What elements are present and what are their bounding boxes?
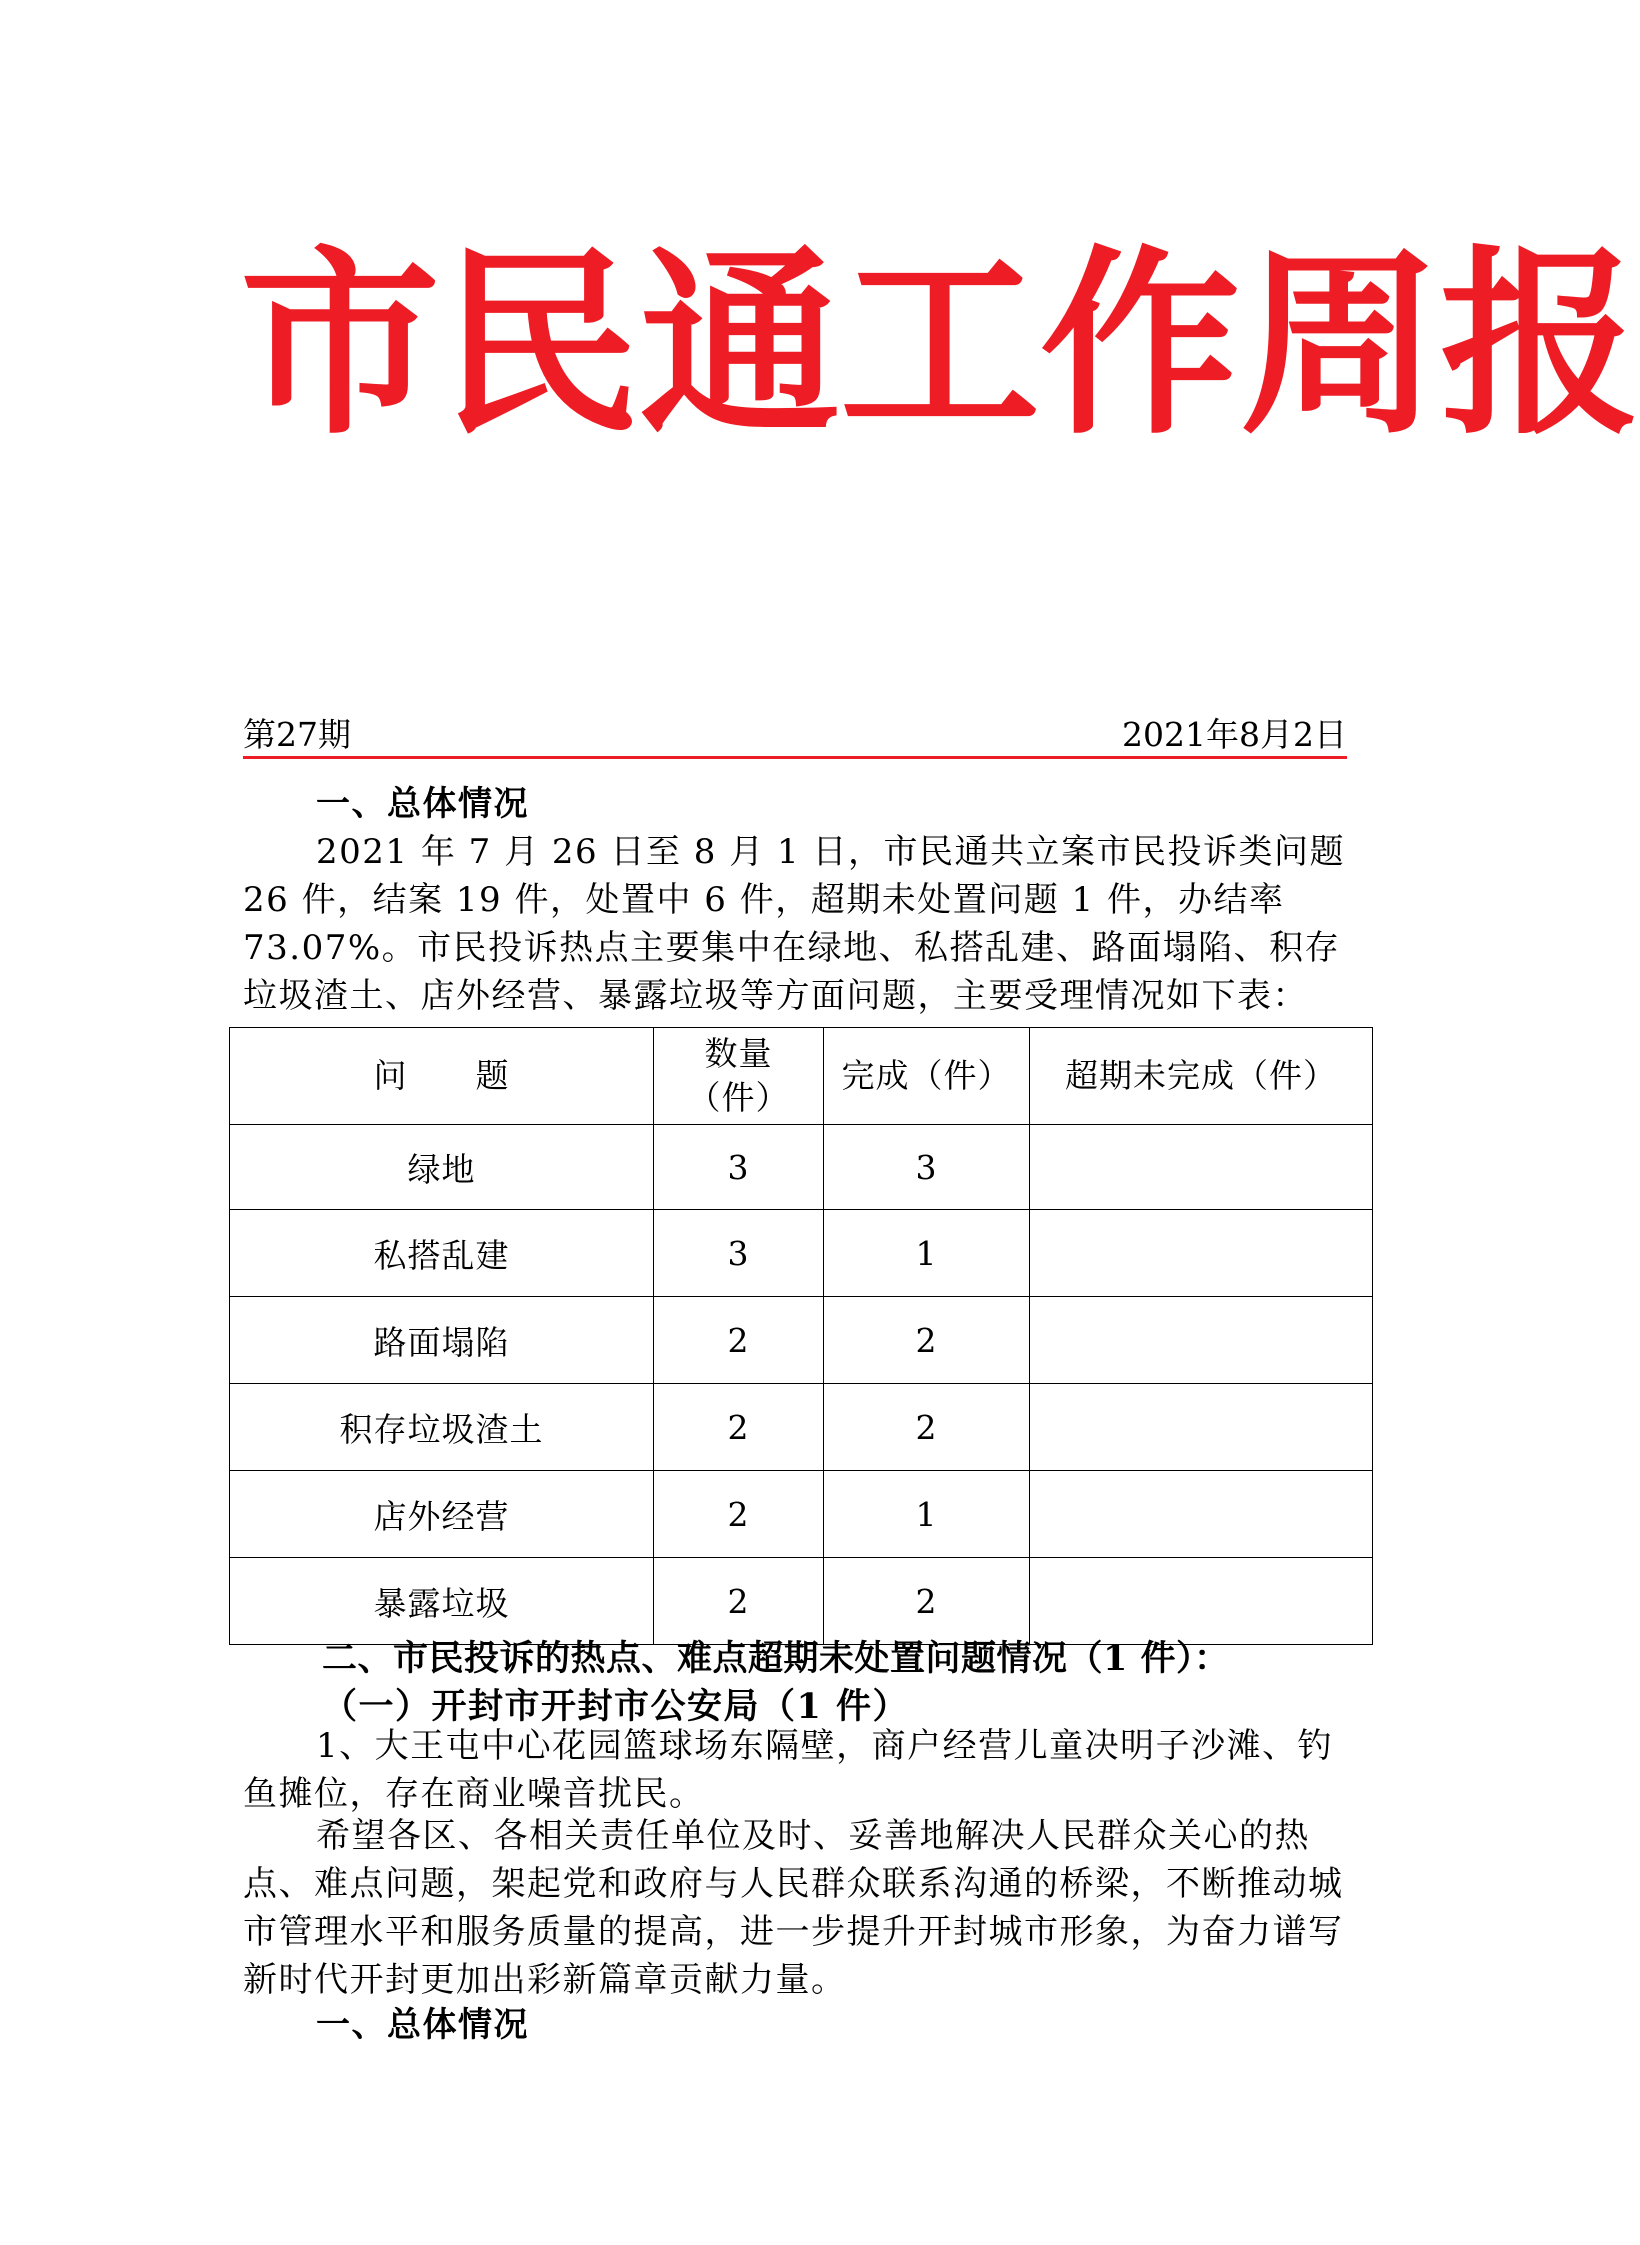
section3-heading: 一、总体情况 [316, 2005, 529, 2045]
red-divider [243, 756, 1347, 759]
cell-issue: 暴露垃圾 [230, 1558, 654, 1645]
cell-overdue [1030, 1384, 1373, 1471]
masthead-char: 周 [1240, 227, 1441, 462]
issue-date: 2021年8月2日 [1122, 715, 1347, 754]
section1-heading: 一、总体情况 [316, 784, 529, 824]
cell-count: 2 [654, 1471, 824, 1558]
section1-paragraph: 2021 年 7 月 26 日至 8 月 1 日，市民通共立案市民投诉类问题 26 件，结案 19 件，处置中 6 件，超期未处置问题 1 件，办结率 73.07%。市民投诉热点主要集中在绿地、私搭乱建、路面塌陷、积存垃圾渣土、店外经营、暴露垃圾等方面问题，主要受理情况如下表： [243, 832, 1345, 1016]
section2-subheading: （一）开封市开封市公安局（1 件） [322, 1686, 910, 1727]
cell-overdue [1030, 1297, 1373, 1384]
table-row [230, 1210, 1373, 1297]
complaint-table [229, 1027, 1373, 1645]
cell-done: 2 [824, 1558, 1030, 1645]
table-row [230, 1297, 1373, 1384]
masthead-char: 作 [1040, 227, 1241, 462]
table-row [230, 1125, 1373, 1210]
cell-done: 2 [824, 1297, 1030, 1384]
cell-issue: 绿地 [230, 1125, 654, 1210]
cell-done: 1 [824, 1210, 1030, 1297]
header-issue: 问 题 [230, 1028, 654, 1125]
masthead-char: 报 [1440, 227, 1640, 462]
masthead-char: 市 [240, 227, 441, 462]
section2-closing: 希望各区、各相关责任单位及时、妥善地解决人民群众关心的热点、难点问题，架起党和政府与人民群众联系沟通的桥梁，不断推动城市管理水平和服务质量的提高，进一步提升开封城市形象，为奋力谱写新时代开封更加出彩新篇章贡献力量。 [243, 1816, 1344, 2000]
table-row [230, 1558, 1373, 1645]
cell-overdue [1030, 1125, 1373, 1210]
cell-count: 3 [654, 1125, 824, 1210]
cell-done: 3 [824, 1125, 1030, 1210]
header-done: 完成（件） [824, 1028, 1030, 1125]
cell-issue: 路面塌陷 [230, 1297, 654, 1384]
masthead-char: 民 [440, 227, 641, 462]
issue-number: 第27期 [243, 715, 351, 754]
header-overdue: 超期未完成（件） [1030, 1028, 1373, 1125]
masthead-char: 通 [640, 227, 841, 462]
cell-count: 2 [654, 1384, 824, 1471]
header-count: 数量 （件） [654, 1028, 824, 1125]
cell-count: 2 [654, 1297, 824, 1384]
cell-issue: 积存垃圾渣土 [230, 1384, 654, 1471]
cell-issue: 店外经营 [230, 1471, 654, 1558]
section2-item: 1、大王屯中心花园篮球场东隔壁，商户经营儿童决明子沙滩、钓鱼摊位，存在商业噪音扰民。 [243, 1726, 1334, 1814]
section2-heading: 二、市民投诉的热点、难点超期未处置问题情况（1 件）： [322, 1638, 1230, 1679]
cell-count: 2 [654, 1558, 824, 1645]
masthead-title [240, 225, 1640, 465]
cell-issue: 私搭乱建 [230, 1210, 654, 1297]
table-row [230, 1384, 1373, 1471]
masthead-char: 工 [840, 227, 1041, 462]
cell-overdue [1030, 1558, 1373, 1645]
cell-overdue [1030, 1471, 1373, 1558]
cell-count: 3 [654, 1210, 824, 1297]
cell-done: 1 [824, 1471, 1030, 1558]
table-header-row [230, 1028, 1373, 1125]
table-row [230, 1471, 1373, 1558]
cell-overdue [1030, 1210, 1373, 1297]
cell-done: 2 [824, 1384, 1030, 1471]
issue-bar [243, 712, 1347, 758]
